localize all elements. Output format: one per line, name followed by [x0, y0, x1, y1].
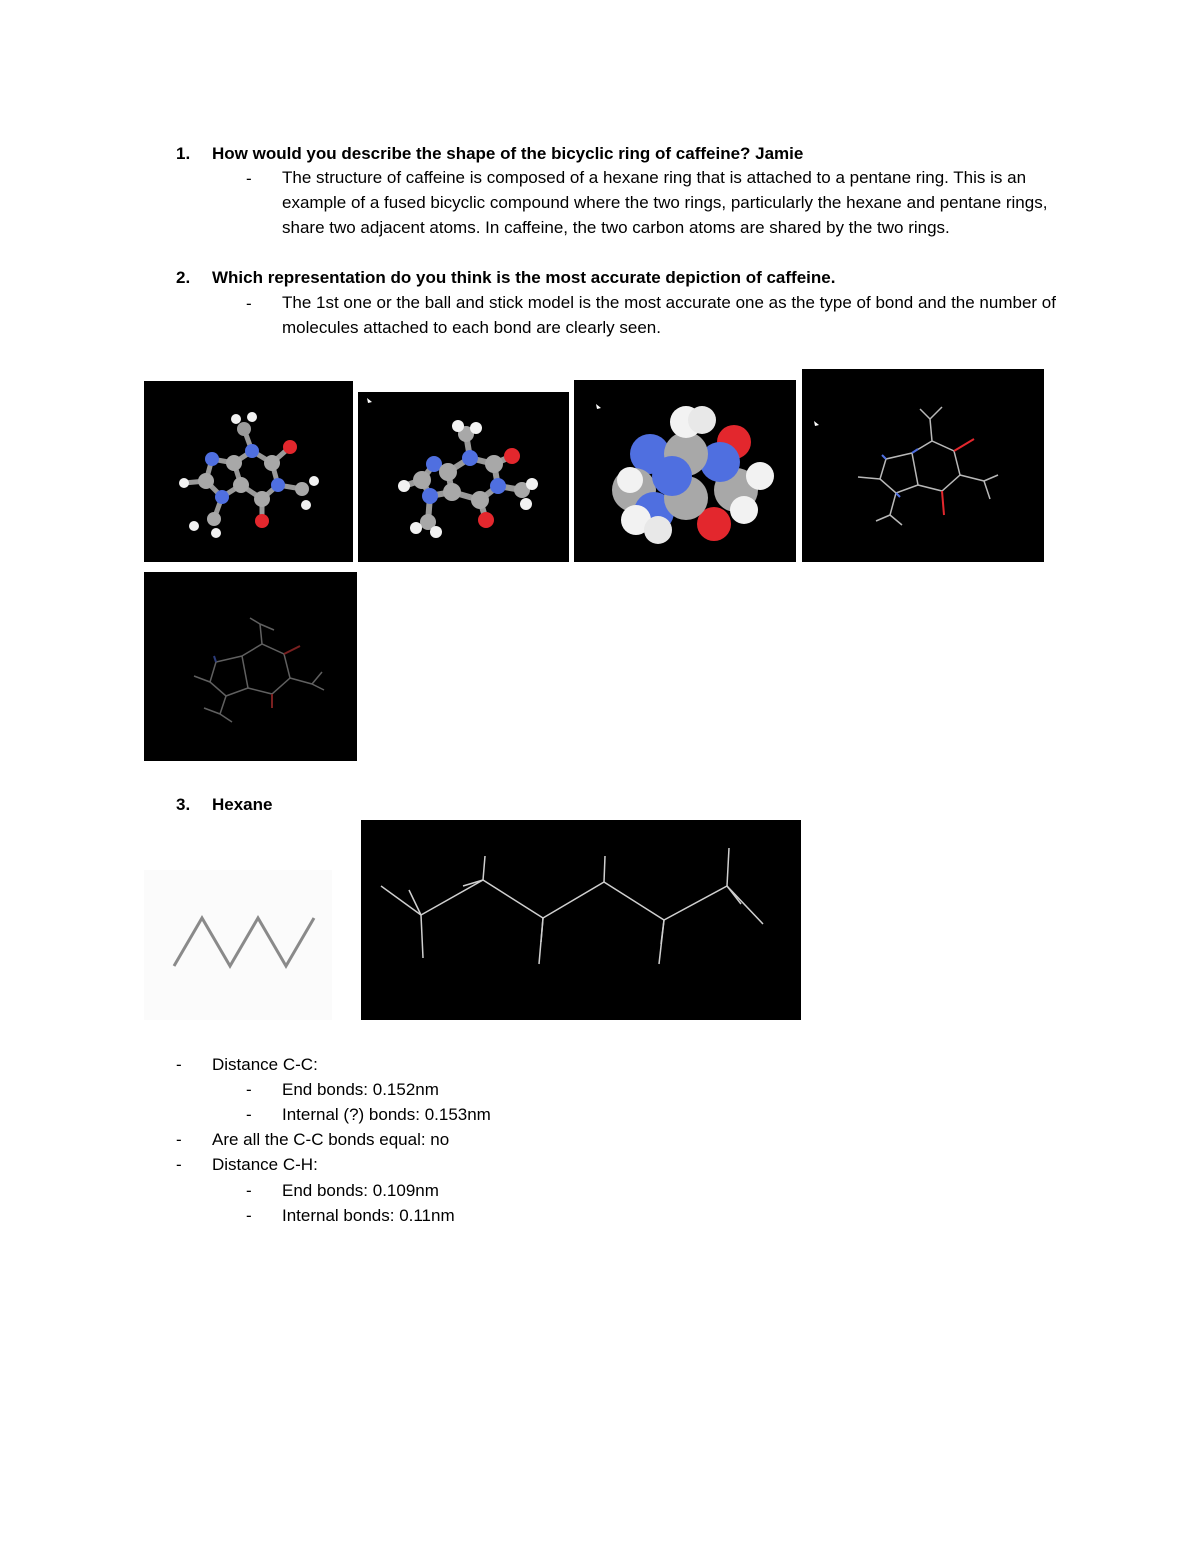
caffeine-ball-and-stick-image [144, 381, 353, 562]
caffeine-ball-and-stick-alt-image [358, 392, 569, 562]
ch-internal-bonds: Internal bonds: 0.11nm [282, 1206, 455, 1225]
ch-end-dash: - [246, 1181, 252, 1200]
cc-title: Distance C-C: [212, 1055, 318, 1074]
hexane-skeletal-image [144, 870, 332, 1020]
ch-internal-dash: - [246, 1206, 252, 1225]
q1-number: 1. [176, 144, 191, 163]
cc-end-dash: - [246, 1080, 252, 1099]
hexane-wireframe-image [361, 820, 801, 1020]
cc-equal-dash: - [176, 1130, 182, 1149]
cc-end-bonds: End bonds: 0.152nm [282, 1080, 439, 1099]
ch-end-bonds: End bonds: 0.109nm [282, 1181, 439, 1200]
caffeine-wireframe-image [802, 369, 1044, 562]
cc-dash: - [176, 1055, 182, 1074]
q2-number: 2. [176, 268, 191, 287]
q3-title: Hexane [212, 795, 273, 814]
cc-internal-dash: - [246, 1105, 252, 1124]
q3-number: 3. [176, 795, 191, 814]
q2-question: Which representation do you think is the most accurate depiction of caffeine. [212, 268, 836, 287]
caffeine-dim-wireframe-image [144, 572, 357, 761]
ch-dash: - [176, 1155, 182, 1174]
q1-question: How would you describe the shape of the bicyclic ring of caffeine? Jamie [212, 144, 804, 163]
q2-answer-dash: - [246, 294, 252, 313]
ch-title: Distance C-H: [212, 1155, 318, 1174]
q1-answer: The structure of caffeine is composed of a hexane ring that is attached to a pentane ring. This is an example of a fused bicyclic compound where the two rings, particularly the hexane and pentane rings, share two adjacent atoms. In caffeine, the two carbon atoms are shared by the two rings. [282, 168, 1048, 237]
cc-equal: Are all the C-C bonds equal: no [212, 1130, 450, 1149]
q1-answer-dash: - [246, 169, 252, 188]
cc-internal-bonds: Internal (?) bonds: 0.153nm [282, 1105, 491, 1124]
q2-answer: The 1st one or the ball and stick model is the most accurate one as the type of bond and the number of molecules attached to each bond are clearly seen. [282, 293, 1056, 337]
caffeine-space-filling-image [574, 380, 796, 562]
